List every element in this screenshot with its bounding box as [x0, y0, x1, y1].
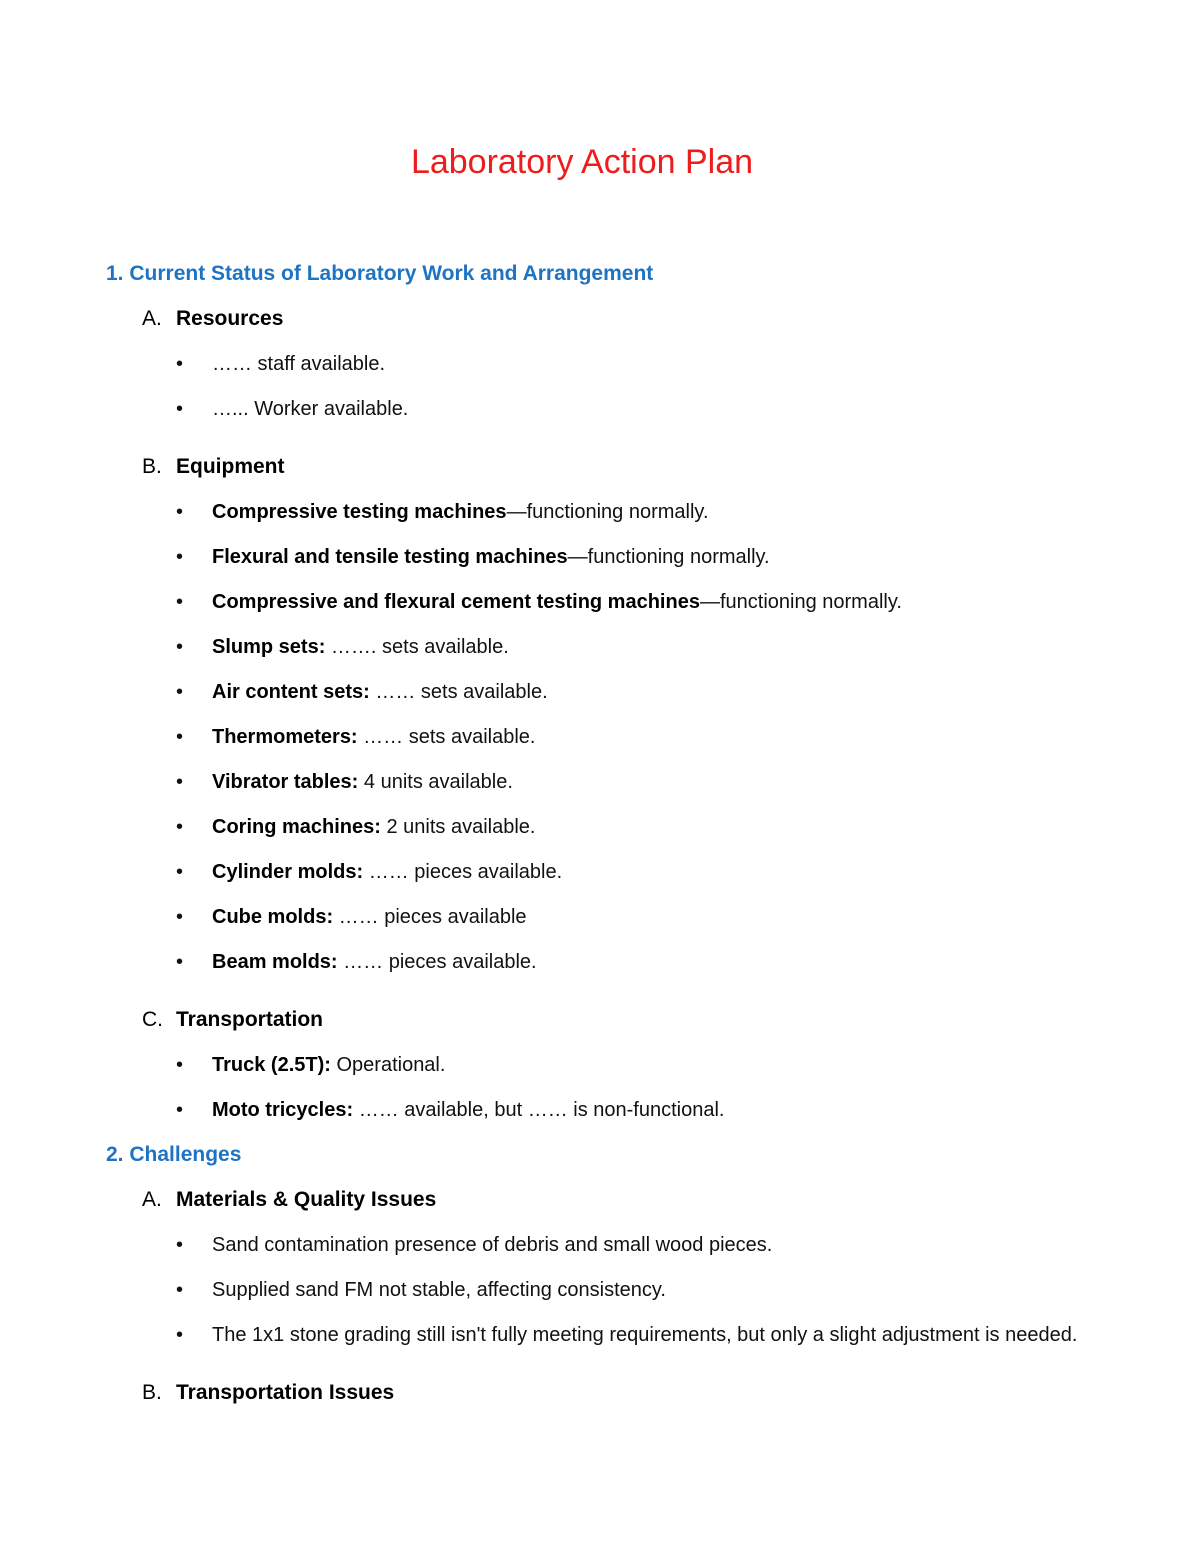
- item-text: …… available, but …… is non-functional.: [353, 1099, 725, 1121]
- list-item: [106, 946, 1106, 991]
- list-item: [106, 1094, 1106, 1139]
- section-heading: [106, 258, 1106, 290]
- list-item: [106, 631, 1106, 676]
- item-label: Flexural and tensile testing machines: [212, 546, 568, 568]
- subsection-marker: B.: [142, 1381, 162, 1404]
- list-item: [106, 1049, 1106, 1094]
- item-label: Cube molds:: [212, 906, 334, 928]
- list-item: [106, 496, 1106, 541]
- item-text: …… sets available.: [357, 726, 536, 748]
- item-label: Beam molds:: [212, 951, 338, 973]
- item-label: Coring machines:: [212, 816, 381, 838]
- section-heading: [106, 1139, 1106, 1171]
- item-text: —functioning normally.: [567, 546, 770, 568]
- subsection-title: Equipment: [176, 455, 285, 478]
- document-title: Laboratory Action Plan: [410, 143, 754, 181]
- bullet-icon: •: [176, 398, 184, 420]
- item-text: …… pieces available.: [363, 861, 563, 883]
- item-label: Air content sets:: [212, 681, 370, 703]
- list-item: [106, 541, 1106, 586]
- bullet-icon: •: [176, 861, 184, 883]
- list-item: [106, 586, 1106, 631]
- bullet-icon: •: [176, 951, 184, 973]
- subsection-heading: [106, 1004, 1106, 1049]
- bullet-icon: •: [176, 906, 184, 928]
- subsection-heading: [106, 303, 1106, 348]
- section-number: 1.: [106, 262, 124, 285]
- subsection-heading: [106, 451, 1106, 496]
- item-label: Slump sets:: [212, 636, 326, 658]
- item-text: —functioning normally.: [699, 591, 902, 613]
- list-item: [106, 1274, 1106, 1319]
- subsection-marker: A.: [142, 307, 162, 330]
- bullet-icon: •: [176, 1099, 184, 1121]
- item-text: —functioning normally.: [506, 501, 709, 523]
- list-item: [106, 856, 1106, 901]
- item-label: Vibrator tables:: [212, 771, 359, 793]
- item-text: …… pieces available.: [337, 951, 537, 973]
- item-text: 4 units available.: [358, 771, 513, 793]
- bullet-icon: •: [176, 816, 184, 838]
- list-item: [106, 766, 1106, 811]
- list-item: [106, 348, 1106, 393]
- item-label: Thermometers:: [212, 726, 358, 748]
- subsection-marker: A.: [142, 1188, 162, 1211]
- subsection-title: Materials & Quality Issues: [176, 1188, 437, 1211]
- item-text: 2 units available.: [380, 816, 536, 838]
- section-heading-text: Current Status of Laboratory Work and Arrangement: [129, 262, 654, 285]
- subsection-title: Transportation: [176, 1008, 324, 1031]
- item-text: Sand contamination presence of debris and small wood pieces.: [212, 1234, 773, 1256]
- item-label: Compressive and flexural cement testing machines: [212, 591, 700, 613]
- item-text: Operational.: [330, 1054, 446, 1076]
- bullet-icon: •: [176, 1324, 184, 1346]
- subsection-heading: [106, 1184, 1106, 1229]
- subsection-title: Transportation Issues: [176, 1381, 395, 1404]
- subsection-marker: B.: [142, 455, 162, 478]
- section-number: 2.: [106, 1143, 124, 1166]
- item-label: Truck (2.5T):: [212, 1054, 331, 1076]
- item-text: …... Worker available.: [212, 398, 409, 420]
- bullet-icon: •: [176, 636, 184, 658]
- item-label: Compressive testing machines: [212, 501, 507, 523]
- bullet-icon: •: [176, 1234, 184, 1256]
- bullet-icon: •: [176, 1054, 184, 1076]
- bullet-icon: •: [176, 726, 184, 748]
- section-heading-text: Challenges: [129, 1143, 242, 1166]
- subsection-heading: [106, 1377, 1106, 1422]
- subsection-marker: C.: [142, 1008, 163, 1031]
- item-text: The 1x1 stone grading still isn't fully meeting requirements, but only a slight adjustment is needed.: [212, 1324, 1078, 1346]
- list-item: [106, 676, 1106, 721]
- item-text: …… staff available.: [212, 353, 386, 375]
- item-text: …… pieces available: [333, 906, 527, 928]
- item-text: Supplied sand FM not stable, affecting consistency.: [212, 1279, 666, 1301]
- bullet-icon: •: [176, 591, 184, 613]
- item-label: Moto tricycles:: [212, 1099, 354, 1121]
- list-item: [106, 901, 1106, 946]
- bullet-icon: •: [176, 681, 184, 703]
- bullet-icon: •: [176, 771, 184, 793]
- list-item: [106, 721, 1106, 766]
- list-item: [106, 1229, 1106, 1274]
- subsection-title: Resources: [176, 307, 284, 330]
- list-item: [106, 393, 1106, 438]
- list-item: [106, 1319, 1106, 1364]
- item-text: …… sets available.: [369, 681, 548, 703]
- bullet-icon: •: [176, 1279, 184, 1301]
- item-label: Cylinder molds:: [212, 861, 364, 883]
- item-text: ……. sets available.: [325, 636, 509, 658]
- document-body: [106, 258, 1106, 1422]
- list-item: [106, 811, 1106, 856]
- bullet-icon: •: [176, 546, 184, 568]
- bullet-icon: •: [176, 501, 184, 523]
- bullet-icon: •: [176, 353, 184, 375]
